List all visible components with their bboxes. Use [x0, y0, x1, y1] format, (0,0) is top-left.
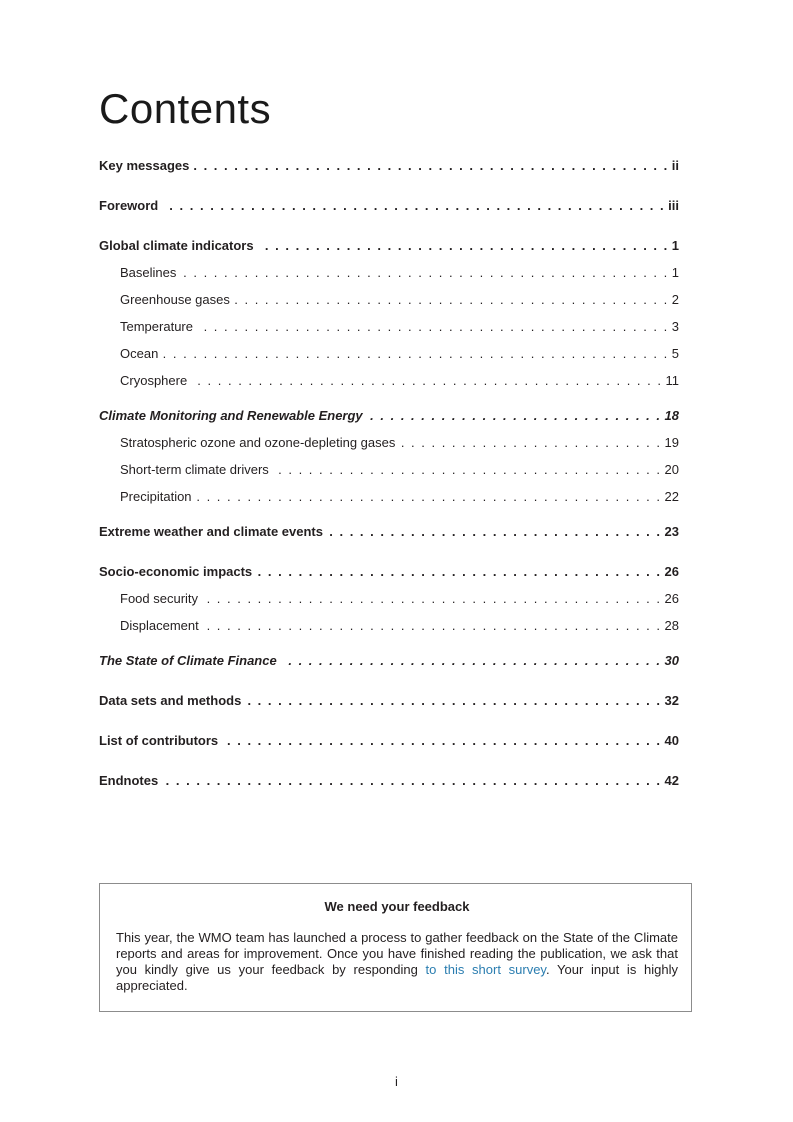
toc-entry-label: Foreword	[99, 198, 159, 213]
toc-leader-dots	[222, 733, 661, 749]
page-footer	[0, 1074, 793, 1089]
toc-entry[interactable]	[99, 773, 679, 789]
toc-entry[interactable]	[99, 564, 679, 580]
toc-entry-page: 22	[664, 489, 679, 504]
toc-leader-dots	[197, 319, 669, 335]
toc-entry-label: Ocean	[120, 346, 159, 361]
toc-entry[interactable]	[99, 733, 679, 749]
toc-entry-page: 2	[671, 292, 679, 307]
toc-entry-page: 19	[664, 435, 679, 450]
toc-leader-dots	[256, 564, 661, 580]
toc-leader-dots	[245, 693, 661, 709]
toc-entry-label: Greenhouse gases	[120, 292, 230, 307]
toc-entry[interactable]	[99, 198, 679, 214]
feedback-body-text-before: This year, the WMO team has launched a process to gather feedback on the State of the Climate reports and areas for improvement. Once you have finished reading the publication, we ask that you kindly give us your feedback by responding	[116, 930, 678, 977]
toc-leader-dots	[202, 591, 661, 607]
toc-entry[interactable]	[99, 489, 679, 505]
page-title: Contents	[99, 85, 272, 132]
toc-entry[interactable]	[99, 462, 679, 478]
toc-entry[interactable]	[99, 238, 679, 254]
toc-entry-page: 20	[664, 462, 679, 477]
toc-leader-dots	[162, 346, 668, 362]
toc-leader-dots	[367, 408, 662, 424]
toc-leader-dots	[180, 265, 668, 281]
toc-entry[interactable]	[99, 618, 679, 634]
toc-entry-label: Data sets and methods	[99, 693, 242, 708]
toc-entry[interactable]	[99, 319, 679, 335]
feedback-box	[99, 883, 692, 1012]
footer-page-number: i	[395, 1074, 398, 1089]
toc-entry-label: List of contributors	[99, 733, 219, 748]
toc-entry-label: Key messages	[99, 158, 190, 173]
toc-entry[interactable]	[99, 693, 679, 709]
toc-entry-page: iii	[668, 198, 679, 213]
toc-entry-page: 1	[671, 238, 679, 253]
toc-entry[interactable]	[99, 292, 679, 308]
toc-entry[interactable]	[99, 408, 679, 424]
toc-entry[interactable]	[99, 265, 679, 281]
toc-entry-page: 5	[671, 346, 679, 361]
toc-entry-label: Endnotes	[99, 773, 159, 788]
toc-entry[interactable]	[99, 158, 679, 174]
toc-entry-label: Food security	[120, 591, 199, 606]
toc-leader-dots	[196, 489, 662, 505]
toc-leader-dots	[162, 198, 665, 214]
toc-entry-label: Cryosphere	[120, 373, 188, 388]
toc-entry-label: Short-term climate drivers	[120, 462, 269, 477]
toc-entry-page: 11	[665, 373, 679, 388]
toc-entry-page: 28	[664, 618, 679, 633]
toc-entry[interactable]	[99, 653, 679, 669]
toc-leader-dots	[258, 238, 669, 254]
feedback-box-body	[116, 930, 678, 994]
toc-entry-label: Baselines	[120, 265, 177, 280]
toc-list	[99, 158, 679, 789]
toc-entry[interactable]	[99, 591, 679, 607]
toc-entry[interactable]	[99, 346, 679, 362]
toc-entry-label: Global climate indicators	[99, 238, 254, 253]
feedback-body-text-after: . Your input is highly appreciated.	[116, 962, 678, 993]
toc-entry-page: 40	[664, 733, 679, 748]
toc-leader-dots	[162, 773, 661, 789]
toc-entry-label: Extreme weather and climate events	[99, 524, 323, 539]
toc-entry-label: Stratospheric ozone and ozone-depleting gases	[120, 435, 396, 450]
feedback-survey-link[interactable]: to this short survey	[425, 962, 546, 977]
toc-leader-dots	[191, 373, 662, 389]
feedback-box-title: We need your feedback	[324, 899, 470, 914]
toc-entry[interactable]	[99, 524, 679, 540]
toc-leader-dots	[399, 435, 661, 451]
toc-leader-dots	[234, 292, 669, 308]
toc-entry-page: 1	[671, 265, 679, 280]
toc-leader-dots	[281, 653, 662, 669]
toc-entry-label: Socio-economic impacts	[99, 564, 253, 579]
toc-entry-label: Precipitation	[120, 489, 192, 504]
toc-entry-page: 3	[671, 319, 679, 334]
toc-entry-page: ii	[671, 158, 679, 173]
toc-leader-dots	[273, 462, 662, 478]
toc-entry-page: 18	[664, 408, 679, 423]
toc-entry-page: 32	[664, 693, 679, 708]
toc-leader-dots	[193, 158, 668, 174]
toc-entry-page: 26	[664, 564, 679, 579]
toc-entry-label: Temperature	[120, 319, 193, 334]
toc-entry-page: 42	[664, 773, 679, 788]
toc-entry[interactable]	[99, 435, 679, 451]
toc-entry[interactable]	[99, 373, 679, 389]
toc-entry-label: Climate Monitoring and Renewable Energy	[99, 408, 363, 423]
toc-entry-label: The State of Climate Finance	[99, 653, 277, 668]
toc-entry-page: 26	[664, 591, 679, 606]
toc-entry-page: 30	[664, 653, 679, 668]
toc-leader-dots	[327, 524, 662, 540]
toc-leader-dots	[203, 618, 662, 634]
toc-entry-label: Displacement	[120, 618, 199, 633]
page-content	[99, 86, 679, 789]
toc-entry-page: 23	[664, 524, 679, 539]
